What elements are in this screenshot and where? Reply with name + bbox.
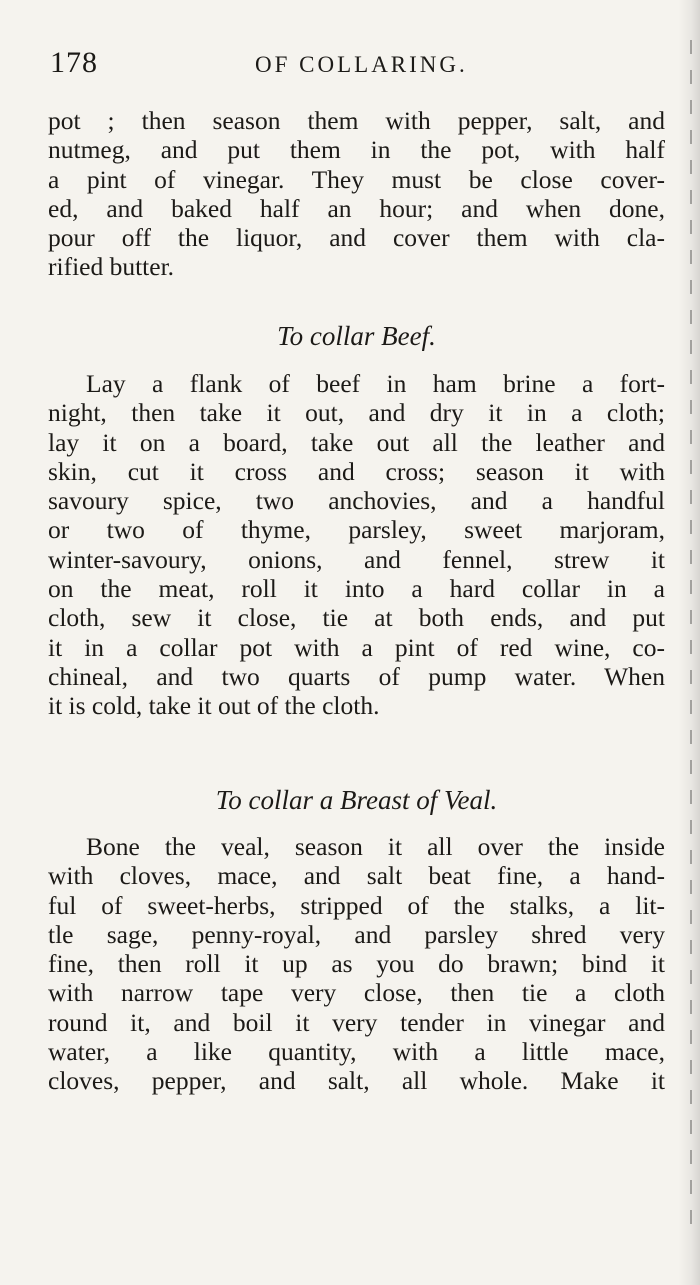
text-line: skin, cut it cross and cross; season it with (48, 456, 665, 486)
text-line: water, a like quantity, with a little mace, (48, 1037, 665, 1067)
page-edge-line (690, 40, 692, 1240)
page-number: 178 (50, 46, 98, 79)
text-line: cloves, pepper, and salt, all whole. Make it (48, 1066, 665, 1096)
text-line: or two of thyme, parsley, sweet marjoram, (48, 515, 665, 545)
text-line: it is cold, take it out of the cloth. (48, 691, 380, 721)
page-header (50, 46, 670, 86)
text-line: with narrow tape very close, then tie a cloth (48, 978, 665, 1008)
running-head: OF COLLARING. (255, 52, 468, 77)
recipe-heading-collar-veal: To collar a Breast of Veal. (215, 785, 498, 815)
text-line: round it, and boil it very tender in vinegar and (48, 1007, 665, 1037)
paragraph-collar-beef (48, 369, 665, 721)
text-line: rified butter. (48, 252, 175, 282)
text-line: chineal, and two quarts of pump water. When (48, 661, 665, 691)
text-line: lay it on a board, take out all the leather and (48, 427, 665, 457)
paragraph-collar-veal (48, 832, 665, 1096)
text-line: cloth, sew it close, tie at both ends, and put (48, 603, 665, 633)
text-line: nutmeg, and put them in the pot, with half (48, 135, 665, 165)
text-line: Bone the veal, season it all over the inside (86, 832, 665, 861)
paragraph-continuation (48, 106, 665, 282)
text-line: tle sage, penny-royal, and parsley shred very (48, 919, 665, 949)
text-line: on the meat, roll it into a hard collar in a (48, 574, 665, 604)
text-line: night, then take it out, and dry it in a cloth; (48, 398, 665, 428)
text-line: ed, and baked half an hour; and when done, (48, 193, 665, 223)
text-line: savoury spice, two anchovies, and a handful (48, 486, 665, 516)
text-line: a pint of vinegar. They must be close cover- (48, 164, 665, 194)
text-line: Lay a flank of beef in ham brine a fort- (86, 369, 665, 398)
page-gutter-shadow (678, 0, 700, 1285)
text-line: with cloves, mace, and salt beat fine, a hand- (48, 861, 665, 891)
recipe-heading-collar-beef: To collar Beef. (277, 321, 436, 351)
text-line: fine, then roll it up as you do brawn; bind it (48, 949, 665, 979)
text-line: it in a collar pot with a pint of red wine, co- (48, 632, 665, 662)
text-line: winter-savoury, onions, and fennel, strew it (48, 544, 665, 574)
text-line: pot ; then season them with pepper, salt, and (48, 106, 665, 135)
text-line: pour off the liquor, and cover them with cla- (48, 223, 665, 253)
text-line: ful of sweet-herbs, stripped of the stalks, a lit- (48, 890, 665, 920)
